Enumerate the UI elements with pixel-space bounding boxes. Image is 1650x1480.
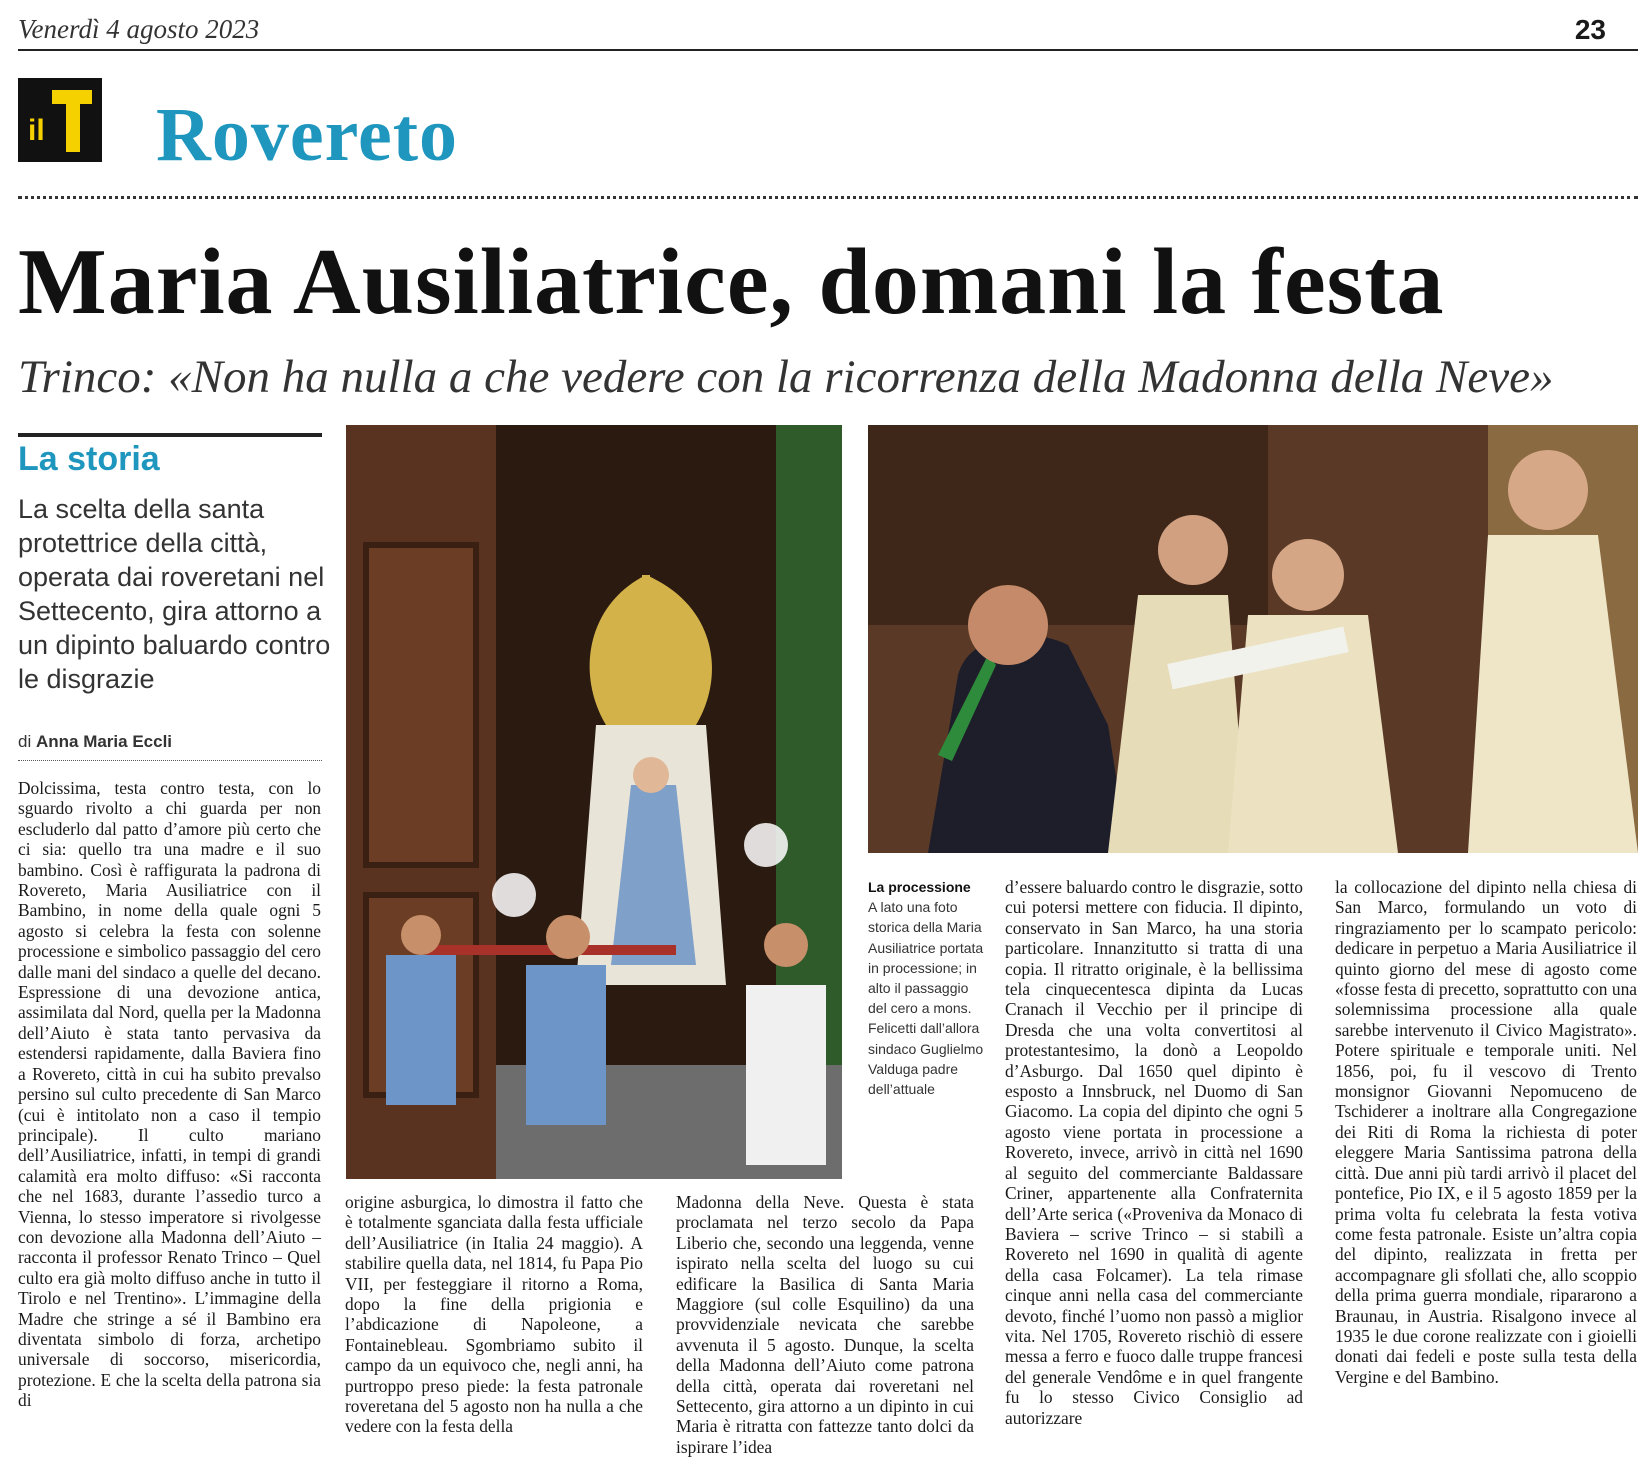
article-column-1: Dolcissima, testa contro testa, con lo sguardo rivolto a chi guarda per non escluderlo dal patto d’amore più certo che ci sia: quello tra una madre e il suo bambino. Così è raffigurata la padrona di Rovereto, Maria Ausiliatrice con il Bambino, in nome della quale ogni 5 agosto si celebra la festa con solenne processione e simbolico passaggio del cero dalle mani del sindaco a quelle del decano. Espressione di una devozione antica, assimilata dal Nord, quella per la Madonna dell’Aiuto è stata tanto pervasiva da estendersi rapidamente, dalla Baviera fino a Rovereto, città in cui ha subito prevalso persino sul culto precedente di San Marco (cui è intitolato non a caso il tempio principale). Il culto mariano dell’Ausiliatrice, infatti, in tempi di grandi calamità era molto diffuso: «Si racconta che nel 1683, durante l’assedio turco a Vienna, lo stesso imperatore si rivolgesse con devozione alla Madonna dell’Aiuto – racconta il professor Renato Trinco – Quel culto era già molto diffuso anche in tutto il Tirolo e nel Trentino». L’immagine della Madre che stringe a sé il Bambino era diventata simbolo di forza, archetipo universale di soccorso, misericordia, protezione. E che la scelta della patrona sia di <box>18 778 321 1411</box>
byline-prefix: di <box>18 732 32 751</box>
byline <box>18 732 172 752</box>
logo-t-stem <box>66 90 80 152</box>
byline-rule <box>18 760 322 761</box>
ceremony-photo-art <box>868 425 1638 853</box>
caption-title: La processione <box>868 879 971 895</box>
caption-text: A lato una foto storica della Maria Ausiliatrice portata in processione; in alto il passaggio del cero a mons. Felicetti dall’allora sindaco Guglielmo Valduga padre dell’attuale <box>868 899 984 1098</box>
subheadline: Trinco: «Non ha nulla a che vedere con la ricorrenza della Madonna della Neve» <box>18 351 1554 403</box>
newspaper-logo <box>18 78 102 162</box>
article-column-3: Madonna della Neve. Questa è stata proclamata nel terzo secolo da Papa Liberio che, secondo una leggenda, venne ispirato nella scelta del luogo su cui edificare la Basilica di Santa Maria Maggiore (sul colle Esquilino) da una provvidenziale nevicata che sarebbe avvenuta il 5 agosto. Dunque, la scelta della Madonna dell’Aiuto come patrona della città, operata dai roveretani nel Settecento, gira attorno a un dipinto in cui Maria è ritratta con fattezze tanto dolci da ispirare l’idea <box>676 1192 974 1457</box>
page-date: Venerdì 4 agosto 2023 <box>18 14 260 44</box>
ceremony-photo <box>868 425 1638 853</box>
section-title: Rovereto <box>156 93 459 177</box>
section-divider <box>18 196 1638 199</box>
article-column-2: origine asburgica, lo dimostra il fatto che è totalmente sganciata dalla festa ufficiale dell’Ausiliatrice (in Italia 24 maggio). A stabilire quella data, nel 1814, fu Papa Pio VII, per festeggiare il ritorno a Roma, dopo la fine della prigionia e l’abdicazione di Napoleone, a Fontainebleau. Sgombriamo subito il campo da un equivoco che, negli anni, ha purtroppo preso piede: la festa patronale roveretana del 5 agosto non ha nulla a che vedere con la festa della <box>345 1192 643 1437</box>
deck: La scelta della santa protettrice della città, operata dai roveretani nel Settecento, gira attorno a un dipinto baluardo contro le disgrazie <box>18 494 331 694</box>
headline: Maria Ausiliatrice, domani la festa <box>18 230 1445 334</box>
procession-photo-art <box>346 425 842 1179</box>
photo-caption <box>868 877 986 1099</box>
kicker: La storia <box>18 440 160 478</box>
kicker-rule <box>18 433 322 437</box>
masthead-rule <box>18 49 1638 51</box>
page-number: 23 <box>1574 14 1606 45</box>
procession-photo <box>346 425 842 1179</box>
author-name: Anna Maria Eccli <box>35 732 173 751</box>
logo-text: il <box>28 114 45 147</box>
article-column-4: d’essere baluardo contro le disgrazie, sotto cui potersi mettere con fiducia. Il dipinto, conservato in San Marco, ha una storia particolare. Innanzitutto si tratta di una copia. Il ritratto originale, è la bellissima tela cinquecentesca dipinta da Lucas Cranach il Vecchio per il principe di Dresda che una volta convertitosi al protestantesimo, la donò a Leopoldo d’Asburgo. Dal 1650 quel dipinto è esposto a Innsbruck, nel Duomo di San Giacomo. La copia del dipinto che ogni 5 agosto viene portata in processione a Rovereto, invece, arrivò in città nel 1690 al seguito del commerciante Baldassare Criner, appartenente alla Confraternita dell’Arte serica («Proveniva da Monaco di Baviera – scrive Trinco – si stabilì a Rovereto nel 1690 in qualità di agente della casa Folcamer). La tela rimase cinque anni nella casa del commerciante devoto, finché l’uomo non passò a miglior vita. Nel 1705, Rovereto rischiò di essere messa a ferro e fuoco dalle truppe francesi del generale Vendôme e in quel frangente fu lo stesso Civico Consiglio ad autorizzare <box>1005 877 1303 1428</box>
article-column-5: la collocazione del dipinto nella chiesa di San Marco, formulando un voto di ringraziamento per lo scampato pericolo: dedicare in perpetuo a Maria Ausiliatrice il quinto giorno del mese di agosto come «fosse festa di precetto, soprattutto con una solemnissima processione alla quale sarebbe intervenuto il Civico Magistrato». Potere spirituale e temporale uniti. Nel 1856, poi, fu il vescovo di Trento monsignor Giovanni Nepomuceno de Tschiderer a inoltrare alla Congregazione dei Riti di Roma la richiesta di poter eleggere Maria Santissima patrona della città. Due anni più tardi arrivò il placet del pontefice, Pio IX, e il 5 agosto 1859 per la prima volta fu celebrata la festa votiva come festa patronale. Esiste un’altra copia del dipinto, realizzata in fretta per accompagnare gli sfollati che, allo scoppio della prima guerra mondiale, ripararono a Braunau, in Austria. Risalgono invece al 1935 le due corone realizzate con i gioielli donati dai fedeli e poste sulla testa della Vergine e del Bambino. <box>1335 877 1637 1387</box>
